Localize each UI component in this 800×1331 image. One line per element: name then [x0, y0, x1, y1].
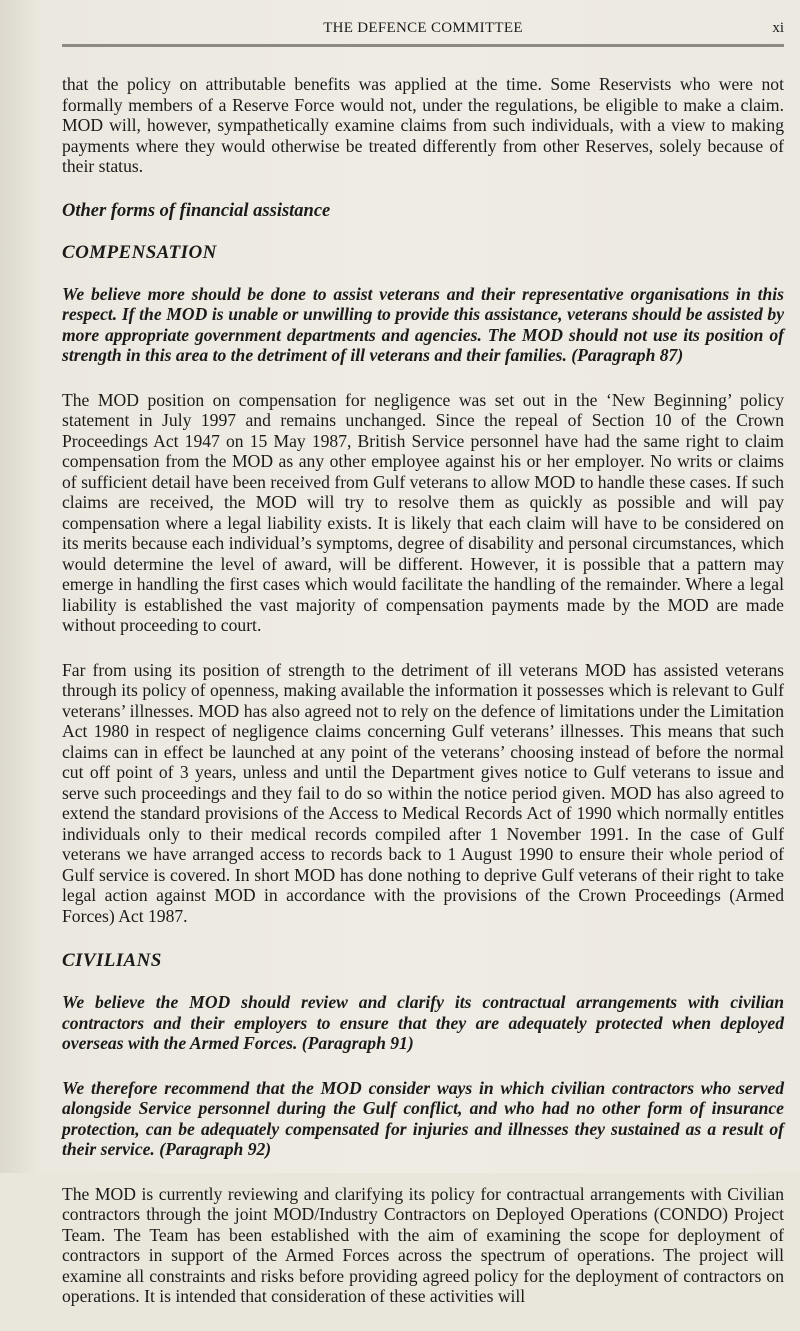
paragraph-attributable-benefits: that the policy on attributable benefits was applied at the time. Some Reservists who were not formally members of a Reserve Force would not, under the regulations, be eligible to make a claim. MOD will, however, sympathetically examine claims from such individuals, with a view to making payments where they would otherwise be treated differently from other Reserves, solely because of their status. — [62, 74, 784, 176]
paragraph-negligence-compensation: The MOD position on compensation for negligence was set out in the ‘New Beginning’ policy statement in July 1997 and remains unchanged. Since the repeal of Section 10 of the Crown Proceedings Act 1947 on 15 May 1987, British Service personnel have had the same right to claim compensation from the MOD as any other employee against his or her employer. No writs or claims of sufficient detail have been received from Gulf veterans to allow MOD to handle these cases. If such claims are received, the MOD will try to resolve them as quickly as possible and will pay compensation where a legal liability exists. It is likely that each claim will have to be considered on its merits because each individual’s symptoms, degree of disability and personal circumstances, which would determine the level of award, will be different. However, it is possible that a pattern may emerge in handling the first cases which would facilitate the handling of the remainder. Where a legal liability is established the vast majority of compensation payments made by the MOD are made without proceeding to court. — [62, 389, 784, 635]
section-heading-civilians: CIVILIANS — [62, 950, 162, 971]
page-header — [62, 20, 784, 47]
recommendation-paragraph-87: We believe more should be done to assist veterans and their representative organisations in this respect. If the MOD is unable or unwilling to provide this assistance, veterans should be assisted by more appropriate government departments and agencies. The MOD should not use its position of strength in this area to the detriment of ill veterans and their families. (Paragraph 87) — [62, 283, 784, 365]
section-heading-compensation: COMPENSATION — [62, 241, 217, 263]
section-heading-other-financial-assistance: Other forms of financial assistance — [62, 200, 331, 221]
recommendation-paragraph-92: We therefore recommend that the MOD consider ways in which civilian contractors who served alongside Service personnel during the Gulf conflict, and who had no other form of insurance protection, can be adequately compensated for injuries and illnesses they sustained as a result of their service. (Paragraph 92) — [62, 1077, 784, 1159]
document-body — [62, 74, 784, 1331]
paragraph-condo-project: The MOD is currently reviewing and clarifying its policy for contractual arrangements with Civilian contractors through the joint MOD/Industry Contractors on Deployed Operations (CONDO) Project Team. The Team has been established with the aim of examining the scope for deployment of contractors in support of the Armed Forces across the spectrum of operations. The project will examine all constraints and risks before providing agreed policy for the deployment of contractors on operations. It is intended that consideration of these activities will — [62, 1183, 784, 1306]
recommendation-paragraph-91: We believe the MOD should review and clarify its contractual arrangements with civilian contractors and their employers to ensure that they are adequately protected when deployed overseas with the Armed Forces. (Paragraph 91) — [62, 992, 784, 1053]
running-head: THE DEFENCE COMMITTEE — [323, 20, 523, 36]
page-number: xi — [772, 20, 784, 36]
paragraph-openness-policy: Far from using its position of strength to the detriment of ill veterans MOD has assisted veterans through its policy of openness, making available the information it possesses which is relevant to Gulf veterans’ illnesses. MOD has also agreed not to rely on the defence of limitations under the Limitation Act 1980 in respect of negligence claims concerning Gulf veterans’ illnesses. This means that such claims can in effect be launched at any point of the veterans’ choosing instead of before the normal cut off point of 3 years, unless and until the Department gives notice to Gulf veterans to issue and serve such proceedings and they fail to do so within the notice period given. MOD has also agreed to extend the standard provisions of the Access to Medical Records Act of 1990 which normally entitles individuals only to their medical records compiled after 1 November 1991. In the case of Gulf veterans we have arranged access to records back to 1 August 1990 to ensure their whole period of Gulf service is covered. In short MOD has done nothing to deprive Gulf veterans of their right to take legal action against MOD in accordance with the provisions of the Crown Proceedings (Armed Forces) Act 1987. — [62, 659, 784, 926]
